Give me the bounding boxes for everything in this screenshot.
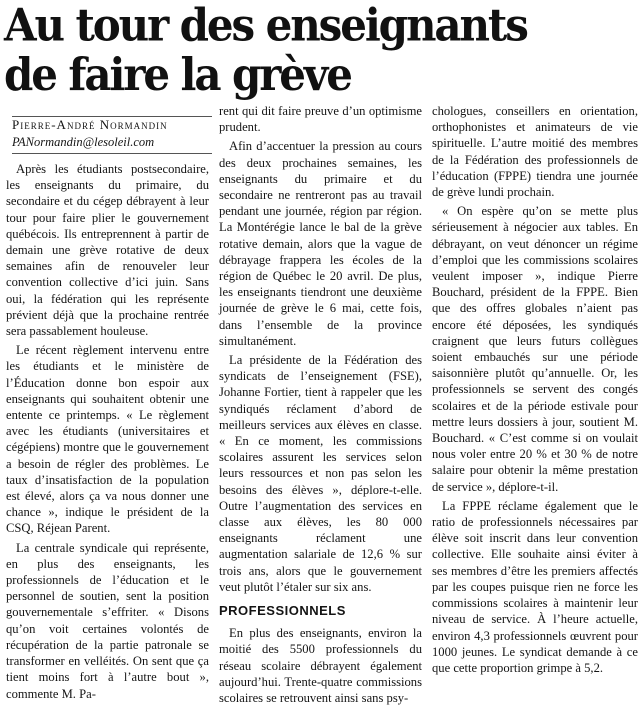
paragraph: chologues, conseillers en orientation, orthophonistes et animateurs de vie spirituelle. L’autre moitié des membres de la Fédération des professionnels de l’éducation (FPPE) tiendra une journée de grève lundi prochain.: [432, 104, 638, 200]
article-column-1: [6, 161, 209, 702]
article-headline: [4, 0, 640, 100]
paragraph: Le récent règlement intervenu entre les étudiants et le ministère de l’Éducation donne bon espoir aux enseignants qui souhaitent obtenir une entente ce printemps. « Le règlement avec les étudiants (universitaires et cégépiens) montre que le gouvernement a besoin de régler des problèmes. Le taux d’insatisfaction de la population est élevé, alors ça va nous donner une chance », indique le président de la CSQ, Réjean Parent.: [6, 343, 209, 536]
paragraph: Après les étudiants postsecondaire, les enseignants du primaire, du secondaire et du cégep débrayent à leur tour pour faire plier le gouvernement québécois. Ils entreprennent à partir de demain une grève rotative de deux semaines afin de renouveler leur convention collective d’ici juin. Sans oui, la fédération qui les représente prévient déjà que la prochaine rentrée sera passablement houleuse.: [6, 162, 209, 339]
article-column-2: [219, 103, 422, 706]
paragraph: La présidente de la Fédération des syndicats de l’enseignement (FSE), Johanne Fortier, tient à rappeler que les syndiqués réclament d’abord de meilleurs services aux élèves en classe. « En ce moment, les commissions scolaires assurent les services selon leurs ressources et non pas selon les besoins des élèves », déplore-t-elle. Outre l’augmentation des services en classe aux élèves, les 80 000 enseignants réclament une augmentation salariale de 12,6 % sur trois ans, alors que le gouvernement veut plutôt l’étaler sur six ans.: [219, 353, 422, 594]
paragraph: La centrale syndicale qui représente, en plus des enseignants, les professionnels de l’éducation et le personnel de soutien, sent la position gouvernementale s’effriter. « Disons qu’on voit certaines volontés de récupération de la partie patronale se transformer en velléités. On sent que ça tient moins fort à l’autre bout », commente M. Pa-: [6, 540, 209, 701]
paragraph: En plus des enseignants, environ la moitié des 5500 professionnels du réseau scolaire débrayent également aujourd’hui. Trente-quatre commissions scolaires se retrouvent ainsi sans psy-: [219, 626, 422, 705]
byline: [12, 118, 208, 154]
byline-rule-top: [12, 116, 212, 117]
paragraph: « On espère qu’on se mette plus sérieusement à négocier aux tables. En débrayant, on veut dénoncer un régime d’emploi que les commissions scolaires veulent imposer », indique Pierre Bouchard, président de la FPPE. Bien que des offres globales n’aient pas encore été déposées, les syndiqués craignent que leurs futurs collègues soient embauchés sur une période saisonnière plutôt qu’annuelle. Or, les professionnels se servent des congés scolaires et de la période estivale pour mettre leurs dossiers à jour, soutient M. Bouchard. « C’est comme si on voulait nous voler entre 20 % et 30 % de notre salaire pour obtenir la même prestation de service », déplore-t-il.: [432, 204, 638, 494]
headline-line-2: de faire la grève: [4, 48, 351, 101]
paragraph: Afin d’accentuer la pression au cours des deux prochaines semaines, les enseignants du primaire et du secondaire ne rentreront pas au travail pendant une journée, région par région. La Montérégie lance le bal de la grève rotative demain, alors que la vague de débrayage frappera les écoles de la région de Québec le 20 avril. De plus, les enseignants tiendront une deuxième journée de grève le 6 mai, cette fois, dans l’ensemble de la province simultanément.: [219, 139, 422, 348]
paragraph: La FPPE réclame également que le ratio de professionnels nécessaires par élève soit inscrit dans leur convention collective. Elle souhaite ainsi éviter à ses membres d’être les premiers affectés par les coupes puisque rien ne force les commissions scolaires à maintenir leur niveau de service. À l’heure actuelle, environ 4,3 professionnels œuvrent pour 1000 jeunes. Le syndicat demande à ce que cette proportion grimpe à 5,2.: [432, 498, 638, 675]
byline-author: Pierre-André Normandin: [12, 117, 168, 132]
article-column-3: [432, 103, 638, 676]
section-subhead: PROFESSIONNELS: [219, 603, 346, 619]
byline-email: PANormandin@lesoleil.com: [12, 135, 155, 149]
byline-rule-bottom: [12, 153, 212, 154]
paragraph: rent qui dit faire preuve d’un optimisme prudent.: [219, 104, 422, 135]
headline-line-1: Au tour des enseignants: [4, 0, 527, 51]
